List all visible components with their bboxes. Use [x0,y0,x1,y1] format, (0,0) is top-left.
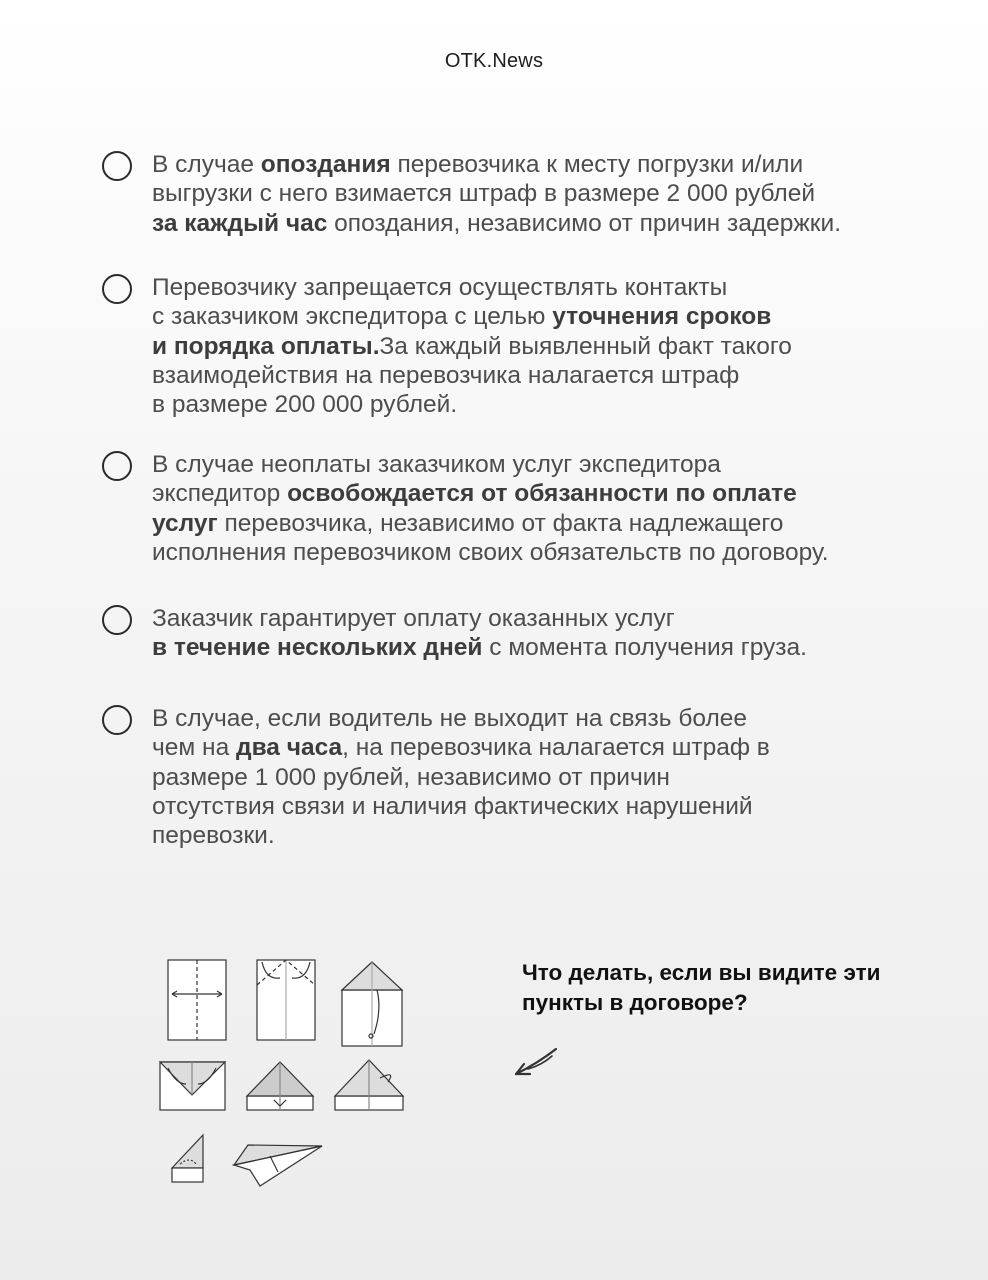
text-run: исполнения перевозчиком своих обязательств по договору. [152,538,829,566]
text-run: отсутствия связи и наличия фактических нарушений [152,792,753,820]
text-run: , на перевозчика налагается штраф в [342,734,770,762]
fold-step-2-icon [257,960,315,1040]
clause-text [152,450,912,567]
text-run: перевозчика к месту погрузки и/или [390,151,804,178]
text-run: размере 1 000 рублей, независимо от причин [152,763,670,791]
bold-text: в течение нескольких дней [152,634,483,662]
text-run: с заказчиком экспедитора с целью [152,303,553,331]
fold-step-5-icon [247,1062,313,1110]
checkbox-circle-icon [102,451,132,481]
text-run: экспедитор [152,480,288,508]
bold-text: уточнения сроков [552,303,772,331]
text-run: перевозки. [152,822,275,850]
fold-step-1-icon [168,960,226,1040]
fold-step-3-icon [342,962,402,1046]
bold-text: освобождается от обязанности по оплате [287,480,797,508]
brand-title: OTK.News [444,50,544,72]
text-run: В случае [152,151,261,178]
text-run: выгрузки с него взимается штраф в размере 2 000 рублей [152,180,816,208]
text-run: чем на [152,734,237,762]
bold-text: услуг [152,509,218,537]
fold-step-4-icon [160,1062,225,1110]
clause-text [152,704,912,850]
fold-step-7-icon [172,1135,203,1182]
question-heading: Что делать, если вы видите эти пункты в договоре? [522,960,881,1015]
clause-text [152,604,912,663]
checkbox-circle-icon [102,705,132,735]
text-run: в размере 200 000 рублей. [152,391,458,419]
text-run: За каждый выявленный факт такого [379,332,792,360]
fold-step-6-icon [335,1060,403,1110]
bold-text: два часа [236,734,343,762]
checkbox-circle-icon [102,274,132,304]
paper-airplane-icon [234,1145,322,1186]
text-run: с момента получения груза. [482,634,807,662]
checkbox-circle-icon [102,605,132,635]
text-run: опоздания, независимо от причин задержки. [327,209,842,237]
text-run: перевозчика, независимо от факта надлежащего [217,509,784,537]
text-run: Заказчик гарантирует оплату оказанных услуг [152,605,675,632]
checkbox-circle-icon [102,151,132,181]
text-run: взаимодействия на перевозчика налагается штраф [152,361,740,389]
text-run: В случае неоплаты заказчиком услуг экспедитора [152,451,721,478]
clause-text [152,273,912,419]
paper-airplane-folding-illustration [150,950,420,1195]
hand-drawn-arrow-icon [508,1045,564,1081]
bold-text: за каждый час [152,209,328,237]
bold-text: опоздания [260,151,391,178]
text-run: В случае, если водитель не выходит на связь более [152,705,748,732]
clause-text [152,150,912,238]
bold-text: и порядка оплаты. [152,332,380,360]
text-run: Перевозчику запрещается осуществлять контакты [152,274,728,301]
